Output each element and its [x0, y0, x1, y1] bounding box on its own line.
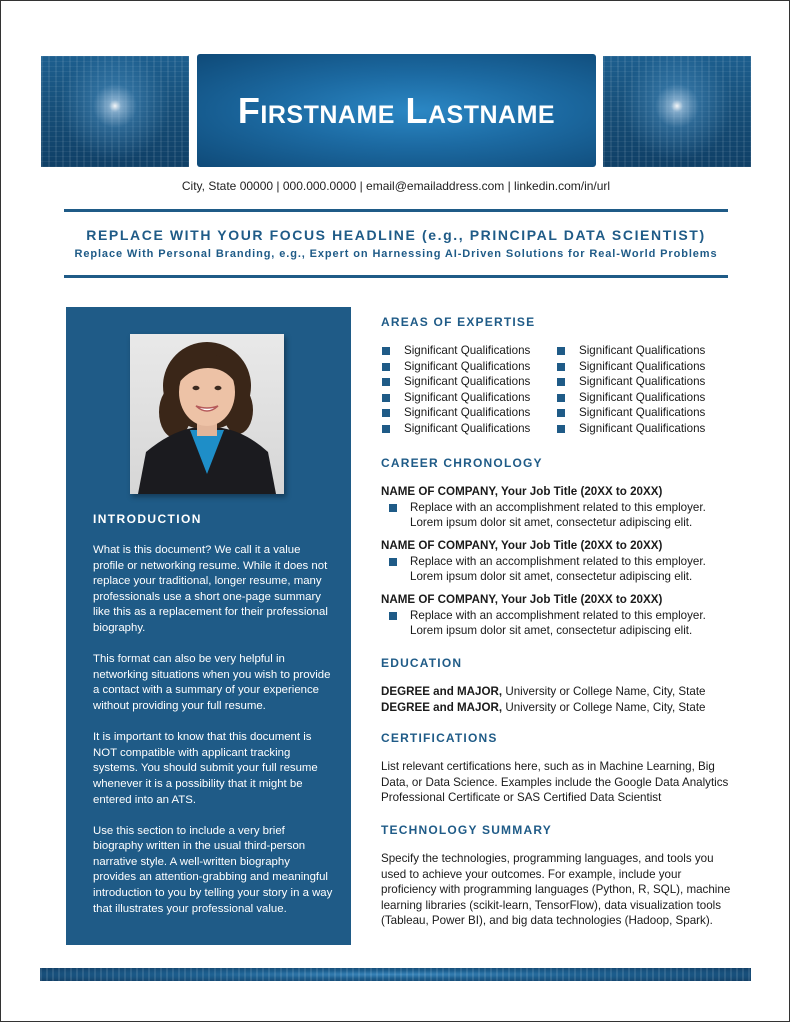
- banner-image-right: [603, 56, 751, 167]
- portrait-image: [130, 334, 284, 494]
- job-heading: NAME OF COMPANY, Your Job Title (20XX to 20XX): [381, 593, 663, 606]
- divider-bottom: [64, 275, 728, 278]
- bullet-square-icon: [389, 612, 397, 620]
- contact-line: City, State 00000 | 000.000.0000 | email@emailaddress.com | linkedin.com/in/url: [181, 179, 611, 193]
- personal-branding: Replace With Personal Branding, e.g., Expert on Harnessing AI-Driven Solutions for Real-World Problems: [74, 248, 718, 260]
- bullet-square-icon: [382, 347, 390, 355]
- job-heading: NAME OF COMPANY, Your Job Title (20XX to 20XX): [381, 485, 663, 498]
- technology-title: TECHNOLOGY SUMMARY: [381, 823, 552, 837]
- bullet-square-icon: [382, 409, 390, 417]
- expertise-item: Significant Qualifications: [382, 390, 530, 406]
- bullet-square-icon: [557, 409, 565, 417]
- bullet-square-icon: [382, 378, 390, 386]
- bullet-square-icon: [382, 425, 390, 433]
- job-accomplishment: Replace with an accomplishment related to this employer. Lorem ipsum dolor sit amet, consectetur adipiscing elit.: [381, 500, 733, 531]
- intro-paragraph: What is this document? We call it a value profile or networking resume. While it does not replace your traditional, longer resume, many professionals use a short one-page summary like this as a replacement for their professional biography.: [93, 544, 328, 634]
- education-title: EDUCATION: [381, 656, 463, 670]
- education-entry: DEGREE and MAJOR, University or College Name, City, State: [381, 700, 706, 714]
- name-banner: [197, 54, 596, 167]
- expertise-item: Significant Qualifications: [557, 390, 705, 406]
- job-heading: NAME OF COMPANY, Your Job Title (20XX to 20XX): [381, 539, 663, 552]
- job-entry: [381, 538, 733, 585]
- expertise-item: Significant Qualifications: [557, 421, 705, 437]
- expertise-item: Significant Qualifications: [557, 405, 705, 421]
- job-accomplishment: Replace with an accomplishment related to this employer. Lorem ipsum dolor sit amet, consectetur adipiscing elit.: [381, 554, 733, 585]
- bullet-square-icon: [557, 394, 565, 402]
- bullet-square-icon: [389, 558, 397, 566]
- bullet-square-icon: [389, 504, 397, 512]
- technology-text: Specify the technologies, programming languages, and tools you used to achieve your outcomes. For example, include your proficiency with programming languages (Python, R, SQL), machine learning libraries (scikit-learn, TensorFlow), data visualization tools (Tableau, Power BI), and big data technologies (Hadoop, Spark).: [381, 852, 731, 927]
- bullet-square-icon: [382, 363, 390, 371]
- bullet-square-icon: [557, 378, 565, 386]
- profile-photo: [130, 334, 284, 494]
- candidate-name: Firstname Lastname: [237, 89, 556, 131]
- education-list: [381, 684, 733, 715]
- divider-top: [64, 209, 728, 212]
- expertise-list-right: [557, 343, 705, 436]
- expertise-item: Significant Qualifications: [557, 343, 705, 359]
- certifications-text: List relevant certifications here, such as in Machine Learning, Big Data, or Data Science. Examples include the Google Data Analytics Professional Certificate or SAS Certified Data Scientist: [381, 760, 729, 804]
- expertise-item: Significant Qualifications: [382, 421, 530, 437]
- bullet-square-icon: [557, 363, 565, 371]
- footer-banner-strip: [40, 968, 751, 981]
- certifications-title: CERTIFICATIONS: [381, 731, 498, 745]
- introduction-body: [93, 543, 333, 933]
- career-title: CAREER CHRONOLOGY: [381, 456, 543, 470]
- banner-image-left: [41, 56, 189, 167]
- job-accomplishment: Replace with an accomplishment related to this employer. Lorem ipsum dolor sit amet, consectetur adipiscing elit.: [381, 608, 733, 639]
- bullet-square-icon: [557, 347, 565, 355]
- education-entry: DEGREE and MAJOR, University or College Name, City, State: [381, 685, 706, 698]
- sidebar: [66, 307, 351, 945]
- expertise-item: Significant Qualifications: [382, 405, 530, 421]
- expertise-item: Significant Qualifications: [382, 359, 530, 375]
- expertise-title: AREAS OF EXPERTISE: [381, 315, 536, 329]
- intro-paragraph: Use this section to include a very brief biography written in the usual third-person narrative style. A well-written biography provides an attention-grabbing and meaningful introduction to you by telling your story in a way that illustrates your professional value.: [93, 824, 333, 915]
- expertise-item: Significant Qualifications: [557, 359, 705, 375]
- expertise-item: Significant Qualifications: [382, 343, 530, 359]
- intro-paragraph: It is important to know that this document is NOT compatible with applicant tracking systems. You should submit your full resume whenever it is a possibility that it might be entered into an ATS.: [93, 731, 318, 806]
- bullet-square-icon: [382, 394, 390, 402]
- job-entry: [381, 484, 733, 531]
- focus-headline: REPLACE WITH YOUR FOCUS HEADLINE (e.g., PRINCIPAL DATA SCIENTIST): [86, 227, 706, 243]
- expertise-item: Significant Qualifications: [382, 374, 530, 390]
- expertise-list-left: [382, 343, 530, 436]
- bullet-square-icon: [557, 425, 565, 433]
- job-entry: [381, 592, 733, 639]
- introduction-title: INTRODUCTION: [93, 512, 202, 526]
- intro-paragraph: This format can also be very helpful in networking situations when you wish to provide a contact with a summary of your experience without providing your full resume.: [93, 653, 331, 712]
- expertise-item: Significant Qualifications: [557, 374, 705, 390]
